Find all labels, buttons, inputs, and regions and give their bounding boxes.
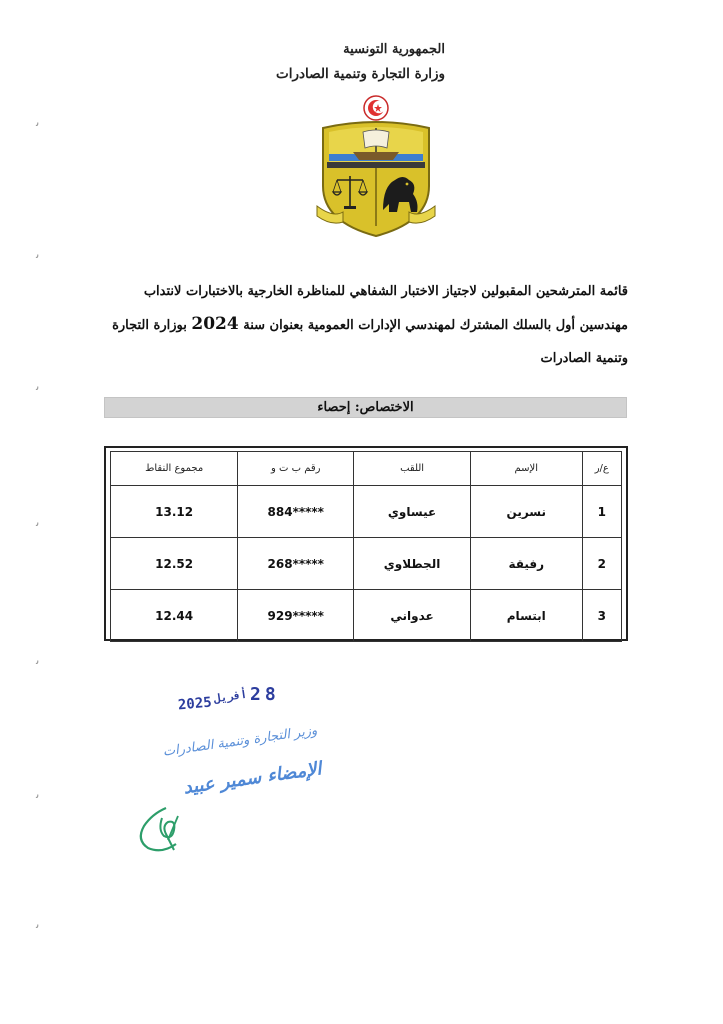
header-number: ع/ر [582, 452, 621, 486]
scan-mark-icon [34, 512, 48, 532]
row-last-name: عيساوي [354, 486, 471, 538]
row-number: 2 [582, 538, 621, 590]
header-republic: الجمهورية التونسية [343, 42, 445, 57]
specialty-bar: الاختصاص: إحصاء [104, 397, 627, 418]
row-score: 12.52 [111, 538, 238, 590]
table-row [111, 486, 622, 538]
scan-mark-icon [34, 914, 48, 934]
row-first-name: ابتسام [470, 590, 582, 642]
svg-text:ﯨ: ﯨ [36, 115, 40, 129]
signature-stamp-line: الإمضاء سمير عبيد [182, 758, 323, 799]
candidates-table [110, 451, 622, 642]
title-line-2 [102, 314, 628, 334]
row-id-number: 884***** [238, 486, 354, 538]
scan-mark-icon [34, 112, 48, 132]
header-id-number: رقم ب ت و [238, 452, 354, 486]
title-line-1: قائمة المترشحين المقبولين لاجتياز الاختبار الشفاهي للمناظرة الخارجية بالاختبارات لانتداب [143, 284, 628, 299]
header-total-score: مجموع النقاط [111, 452, 238, 486]
svg-text:ﯨ: ﯨ [36, 787, 40, 801]
title-year: 2024 [191, 314, 239, 334]
row-score: 13.12 [111, 486, 238, 538]
handwritten-signature-icon [132, 800, 192, 856]
svg-text:ﯨ: ﯨ [36, 515, 40, 529]
svg-text:ﯨ: ﯨ [36, 379, 40, 393]
stamp-month: أفريل [213, 687, 248, 706]
title-line-3: وتنمية الصادرات [540, 351, 628, 366]
scan-mark-icon [34, 244, 48, 264]
title-line-2-suffix: بوزارة التجارة [112, 318, 187, 333]
row-id-number: 929***** [238, 590, 354, 642]
table-row [111, 590, 622, 642]
svg-text:ﯨ: ﯨ [36, 917, 40, 931]
table-header-row [111, 452, 622, 486]
header-last-name: اللقب [354, 452, 471, 486]
table-row [111, 538, 622, 590]
candidates-table-frame [104, 446, 628, 641]
row-number: 3 [582, 590, 621, 642]
scan-mark-icon [34, 650, 48, 670]
scan-mark-icon [34, 376, 48, 396]
stamp-year: 2025 [177, 694, 213, 714]
svg-text:ﯨ: ﯨ [36, 653, 40, 667]
row-first-name: نسرين [470, 486, 582, 538]
row-last-name: عدواني [354, 590, 471, 642]
row-score: 12.44 [111, 590, 238, 642]
scan-mark-icon [34, 784, 48, 804]
header-first-name: الإسم [470, 452, 582, 486]
header-ministry: وزارة التجارة وتنمية الصادرات [276, 66, 445, 82]
stamp-day: 28 [250, 684, 280, 705]
title-line-2-prefix: مهندسين أول بالسلك المشترك لمهندسي الإدارات العمومية بعنوان سنة [243, 318, 628, 333]
row-last-name: الجطلاوي [354, 538, 471, 590]
row-id-number: 268***** [238, 538, 354, 590]
row-first-name: رفيقة [470, 538, 582, 590]
svg-text:ﯨ: ﯨ [36, 247, 40, 261]
row-number: 1 [582, 486, 621, 538]
minister-stamp-line: وزير التجارة وتنمية الصادرات [162, 723, 319, 760]
tunisia-coat-of-arms-icon [313, 94, 439, 240]
